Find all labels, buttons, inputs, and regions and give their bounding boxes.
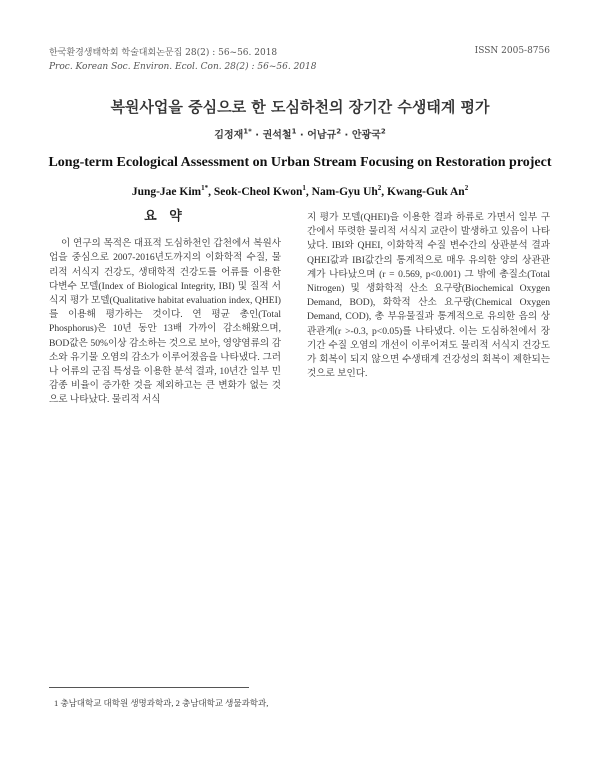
author-en-1: Jung-Jae Kim xyxy=(131,186,202,198)
abstract-left-column xyxy=(49,210,281,408)
author-en-1-mark: 1* xyxy=(201,184,209,193)
author-en-3: Nam-Gyu Uh xyxy=(311,186,378,198)
author-en-4-mark: 2 xyxy=(464,184,469,193)
author-ko-1-mark: 1* xyxy=(243,127,252,136)
author-ko-1: 김정재 xyxy=(214,130,244,141)
author-ko-4-mark: 2 xyxy=(380,127,386,136)
author-en-2: Seok-Cheol Kwon xyxy=(213,186,303,198)
abstract-heading: 요 약 xyxy=(144,209,186,224)
author-en-4: Kwang-Guk An xyxy=(387,186,465,198)
title-korean: 복원사업을 중심으로 한 도심하천의 장기간 수생태계 평가 xyxy=(110,98,490,116)
title-english: Long-term Ecological Assessment on Urban Stream Focusing on Restoration project xyxy=(48,155,552,170)
authors-korean: 김정재$^{1*}$ · 권석철$^1$ · 어남규$^2$ · 안광국$^2$ xyxy=(214,127,386,141)
author-ko-2: 권석철 xyxy=(262,130,292,141)
author-en-3-mark: 2 xyxy=(377,184,382,193)
author-ko-2-mark: 1 xyxy=(291,127,297,136)
issn: ISSN 2005-8756 xyxy=(474,46,550,56)
abstract-right-column xyxy=(307,211,550,381)
journal-citation-ko: 한국환경생태학회 학술대회논문집 28(2) : 56~56. 2018 xyxy=(49,48,278,58)
footnote-divider xyxy=(49,687,249,688)
author-ko-3: 어남규 xyxy=(307,130,337,141)
journal-header xyxy=(49,46,316,74)
abstract-paragraph-right: 지 평가 모델(QHEI)을 이용한 결과 하류로 가면서 일부 구간에서 뚜렷한 물리적 서식지 교란이 발생하고 있음이 나타났다. IBI와 QHEI, 이화학적 수질 변수간의 상관분석 결과 QHEI값과 IBI값간의 통계적으로 매우 유의한 양의 상관관계가 나타났으며 (r = 0.569, p<0.001) 그 밖에 총질소(Total Nitrogen) 및 생화학적 산소 요구량(Biochemical Oxygen Demand, BOD), 화학적 산소 요구량(Chemical Oxygen Demand, COD), 총 부유물질과 통계적으로 유의한 음의 상관관계(r >-0.3, p<0.05)를 나타냈다. 이는 도심하천에서 장기간 수질 오염의 개선이 이루어져도 물리적 서식지 건강도가 회복이 되지 않으면 수생태계 건강성의 회복이 제한되는 것으로 보인다. xyxy=(307,212,550,380)
affiliation-footnote: 1 충남대학교 대학원 생명과학과, 2 충남대학교 생물과학과, xyxy=(54,698,269,708)
journal-citation-en: Proc. Korean Soc. Environ. Ecol. Con. 28(2) : 56~56. 2018 xyxy=(49,62,317,72)
author-ko-3-mark: 2 xyxy=(336,127,342,136)
abstract-paragraph-left: 이 연구의 목적은 대표적 도심하천인 갑천에서 복원사업을 중심으로 2007-2016년도까지의 이화학적 수질, 물리적 서식지 건강도, 생태학적 건강도를 어류를 이용한 다변수 모델(Index of Biological Integrity, IBI) 및 질적 서식지 평가 모델(Qualitative habitat evaluation index, QHEI)를 이용해 평가하는 것이다. 연 평균 총인(Total Phosphorus)은 10년 동안 13배 가까이 감소해왔으며, BOD값은 50%이상 감소하는 것으로 보아, 영양염류의 감소와 유기물 오염의 감소가 이루어졌음을 나타냈다. 그러나 어류의 군집 특성을 이용한 분석 결과, 10년간 일부 민감종 비율이 증가한 것을 제외하고는 큰 변화가 없는 것으로 나타났다. 물리적 서식 xyxy=(49,238,281,406)
author-en-2-mark: 1 xyxy=(302,184,306,193)
authors-english: Jung-Jae Kim$^{1*}$, Seok-Cheol Kwon$^1$, Nam-Gyu Uh$^2$, Kwang-Guk An$^2$ xyxy=(131,184,469,198)
author-ko-4: 안광국 xyxy=(351,130,381,141)
